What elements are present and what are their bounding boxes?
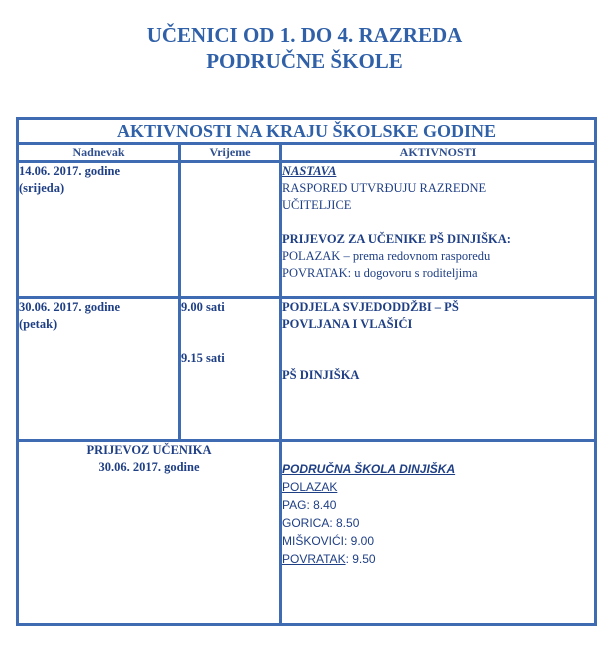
table-banner: AKTIVNOSTI NA KRAJU ŠKOLSKE GODINE: [18, 119, 596, 144]
heading-line-2: PODRUČNE ŠKOLE: [206, 49, 403, 73]
row1-activity-title: NASTAVA: [282, 164, 337, 178]
row3-departure-label: POLAZAK: [282, 480, 338, 494]
row1-activity-line2: UČITELJICE: [282, 198, 352, 212]
header-date: Nadnevak: [18, 144, 180, 162]
row2-activity1-line1: PODJELA SVJEDODDŽBI – PŠ: [282, 300, 459, 314]
page-heading: [0, 22, 609, 74]
row3-schedule-cell: [281, 441, 596, 625]
row1-time-cell: [180, 162, 281, 298]
row3-stop1: PAG: 8.40: [282, 498, 337, 512]
header-time: Vrijeme: [180, 144, 281, 162]
activities-table: [16, 117, 597, 626]
row1-transport-title: PRIJEVOZ ZA UČENIKE PŠ DINJIŠKA:: [282, 232, 511, 246]
row2-time2: 9.15 sati: [181, 351, 225, 365]
row2-activity1-line2: POVLJANA I VLAŠIĆI: [282, 317, 413, 331]
table-row: [18, 162, 596, 298]
row2-time-cell: [180, 298, 281, 441]
row3-label-cell: [18, 441, 281, 625]
row3-label-line1: PRIJEVOZ UČENIKA: [86, 443, 212, 457]
row1-activity-line1: RASPORED UTVRĐUJU RAZREDNE: [282, 181, 487, 195]
row2-activity-cell: [281, 298, 596, 441]
row1-return: POVRATAK: u dogovoru s roditeljima: [282, 266, 478, 280]
row1-departure: POLAZAK – prema redovnom rasporedu: [282, 249, 491, 263]
row1-date-cell: [18, 162, 180, 298]
row3-stop3: MIŠKOVIĆI: 9.00: [282, 534, 375, 548]
row3-label-line2: 30.06. 2017. godine: [98, 460, 200, 474]
row2-activity2: PŠ DINJIŠKA: [282, 368, 360, 382]
row2-date-cell: [18, 298, 180, 441]
row3-school: PODRUČNA ŠKOLA DINJIŠKA: [282, 462, 456, 476]
row1-day: (srijeda): [19, 181, 65, 195]
row3-return: [282, 550, 594, 568]
row1-activity-cell: [281, 162, 596, 298]
row2-date: 30.06. 2017. godine: [19, 300, 121, 314]
table-row: [18, 298, 596, 441]
heading-line-1: UČENICI OD 1. DO 4. RAZREDA: [146, 23, 463, 47]
table-row: [18, 441, 596, 625]
row3-return-label: POVRATAK: [282, 552, 346, 566]
header-activities: AKTIVNOSTI: [281, 144, 596, 162]
row1-date: 14.06. 2017. godine: [19, 164, 121, 178]
row2-time1: 9.00 sati: [181, 300, 225, 314]
row3-return-time: : 9.50: [345, 552, 376, 566]
row3-stop2: GORICA: 8.50: [282, 516, 360, 530]
row2-day: (petak): [19, 317, 58, 331]
